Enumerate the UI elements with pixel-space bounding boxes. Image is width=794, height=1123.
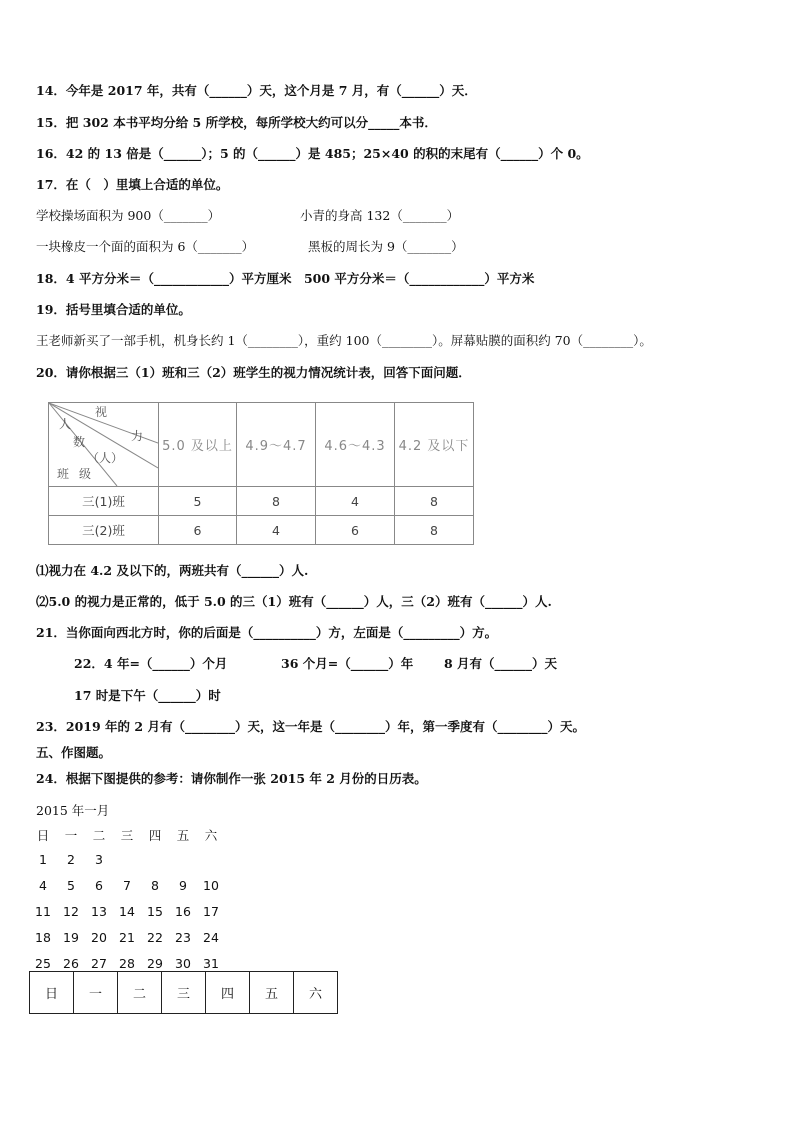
diag-ren-unit: （人） <box>87 451 124 465</box>
q24: 24．根据下图提供的参考：请你制作一张 2015 年 2 月份的日历表。 <box>36 771 427 786</box>
calendar-day: 30 <box>175 956 191 971</box>
calendar-day: 19 <box>63 930 79 945</box>
grid-header-thu: 四 <box>206 972 250 1014</box>
calendar-day: 28 <box>119 956 135 971</box>
grid-header-fri: 五 <box>250 972 294 1014</box>
table-row <box>49 516 474 545</box>
q17-item-d: 黑板的周长为 9（_______） <box>308 239 464 254</box>
calendar-day: 27 <box>91 956 107 971</box>
grid-header-mon: 一 <box>74 972 118 1014</box>
calendar-day: 10 <box>203 878 219 893</box>
q14: 14．今年是 2017 年，共有（______）天，这个月是 7 月，有（______）天． <box>36 83 477 98</box>
table-cell: 4 <box>316 487 395 516</box>
q22-years: 22．4 年=（______）个月 <box>74 656 228 671</box>
calendar-day: 3 <box>95 852 103 867</box>
q19-sentence: 王老师新买了一部手机，机身长约 1（________），重约 100（________）。屏幕贴膜的面积约 70（________）。 <box>36 333 652 348</box>
q20-part1: ⑴视力在 4.2 及以下的，两班共有（______）人. <box>36 563 309 578</box>
calendar-day: 11 <box>35 904 51 919</box>
q19: 19．括号里填合适的单位。 <box>36 302 191 317</box>
calendar-grid <box>29 971 338 1014</box>
calendar-day: 22 <box>147 930 163 945</box>
table-cell: 5 <box>159 487 237 516</box>
calendar-day: 25 <box>35 956 51 971</box>
calendar-weekday: 五 <box>176 828 190 843</box>
calendar-day: 18 <box>35 930 51 945</box>
q22-months: 36 个月=（______）年 <box>281 656 414 671</box>
calendar-weekday: 二 <box>92 828 106 843</box>
q15: 15．把 302 本书平均分给 5 所学校，每所学校大约可以分_____本书． <box>36 115 437 130</box>
calendar-weekday: 一 <box>64 828 78 843</box>
calendar-day: 15 <box>147 904 163 919</box>
calendar-day: 7 <box>123 878 131 893</box>
diag-shu: 数 <box>73 435 86 449</box>
diag-li: 力 <box>131 429 144 443</box>
calendar-day: 13 <box>91 904 107 919</box>
table-cell: 8 <box>395 516 474 545</box>
header-5-0: 5.0 及以上 <box>159 403 237 487</box>
header-4-2: 4.2 及以下 <box>395 403 474 487</box>
q17: 17．在（ ）里填上合适的单位。 <box>36 177 229 192</box>
calendar-day: 16 <box>175 904 191 919</box>
calendar-day: 24 <box>203 930 219 945</box>
header-4-9: 4.9～4.7 <box>237 403 316 487</box>
q17-item-c: 一块橡皮一个面的面积为 6（_______） <box>36 239 255 254</box>
header-4-6: 4.6～4.3 <box>316 403 395 487</box>
diag-shi: 视 <box>95 405 108 419</box>
table-cell: 8 <box>237 487 316 516</box>
table-cell: 6 <box>159 516 237 545</box>
calendar-weekday: 三 <box>120 828 134 843</box>
calendar-day: 21 <box>119 930 135 945</box>
q20-part2: ⑵5.0 的视力是正常的，低于 5.0 的三（1）班有（______）人，三（2）班有（______）人. <box>36 594 552 609</box>
calendar-weekday: 六 <box>204 828 218 843</box>
row-label: 三(2)班 <box>49 516 159 545</box>
grid-header-tue: 二 <box>118 972 162 1014</box>
calendar-weekday: 日 <box>36 828 50 843</box>
table-cell: 4 <box>237 516 316 545</box>
calendar-day: 20 <box>91 930 107 945</box>
calendar-day: 17 <box>203 904 219 919</box>
calendar-title: 2015 年一月 <box>36 803 110 818</box>
table-cell: 6 <box>316 516 395 545</box>
diag-ren: 人 <box>59 417 72 431</box>
calendar-day: 2 <box>67 852 75 867</box>
q17-item-b: 小青的身高 132（_______） <box>300 208 460 223</box>
calendar-day: 12 <box>63 904 79 919</box>
q22-august: 8 月有（______）天 <box>444 656 558 671</box>
calendar-day: 14 <box>119 904 135 919</box>
calendar-day: 29 <box>147 956 163 971</box>
q20: 20．请你根据三（1）班和三（2）班学生的视力情况统计表，回答下面问题． <box>36 365 471 380</box>
q18: 18．4 平方分米＝（____________）平方厘米 500 平方分米＝（____________）平方米 <box>36 271 535 286</box>
calendar-day: 1 <box>39 852 47 867</box>
grid-header-sun: 日 <box>30 972 74 1014</box>
vision-table <box>48 402 474 545</box>
grid-header-sat: 六 <box>294 972 338 1014</box>
section-five-title: 五、作图题。 <box>36 745 112 760</box>
diag-ji: 级 <box>79 467 92 481</box>
diagonal-header-cell <box>49 403 159 487</box>
row-label: 三(1)班 <box>49 487 159 516</box>
diag-ban: 班 <box>57 467 70 481</box>
q16: 16．42 的 13 倍是（______）；5 的（______）是 485；25×40 的积的末尾有（______）个 0。 <box>36 146 589 161</box>
q17-item-a: 学校操场面积为 900（_______） <box>36 208 221 223</box>
calendar-day: 8 <box>151 878 159 893</box>
calendar-day: 26 <box>63 956 79 971</box>
calendar-day: 9 <box>179 878 187 893</box>
grid-header-wed: 三 <box>162 972 206 1014</box>
calendar-weekday: 四 <box>148 828 162 843</box>
calendar-day: 6 <box>95 878 103 893</box>
table-cell: 8 <box>395 487 474 516</box>
calendar-day: 4 <box>39 878 47 893</box>
calendar-day: 5 <box>67 878 75 893</box>
calendar-day: 31 <box>203 956 219 971</box>
q22-hour: 17 时是下午（______）时 <box>74 688 221 703</box>
q23: 23．2019 年的 2 月有（________）天，这一年是（________）年，第一季度有（________）天。 <box>36 719 585 734</box>
q21: 21．当你面向西北方时，你的后面是（__________）方，左面是（_________）方。 <box>36 625 498 640</box>
table-row <box>49 487 474 516</box>
calendar-day: 23 <box>175 930 191 945</box>
